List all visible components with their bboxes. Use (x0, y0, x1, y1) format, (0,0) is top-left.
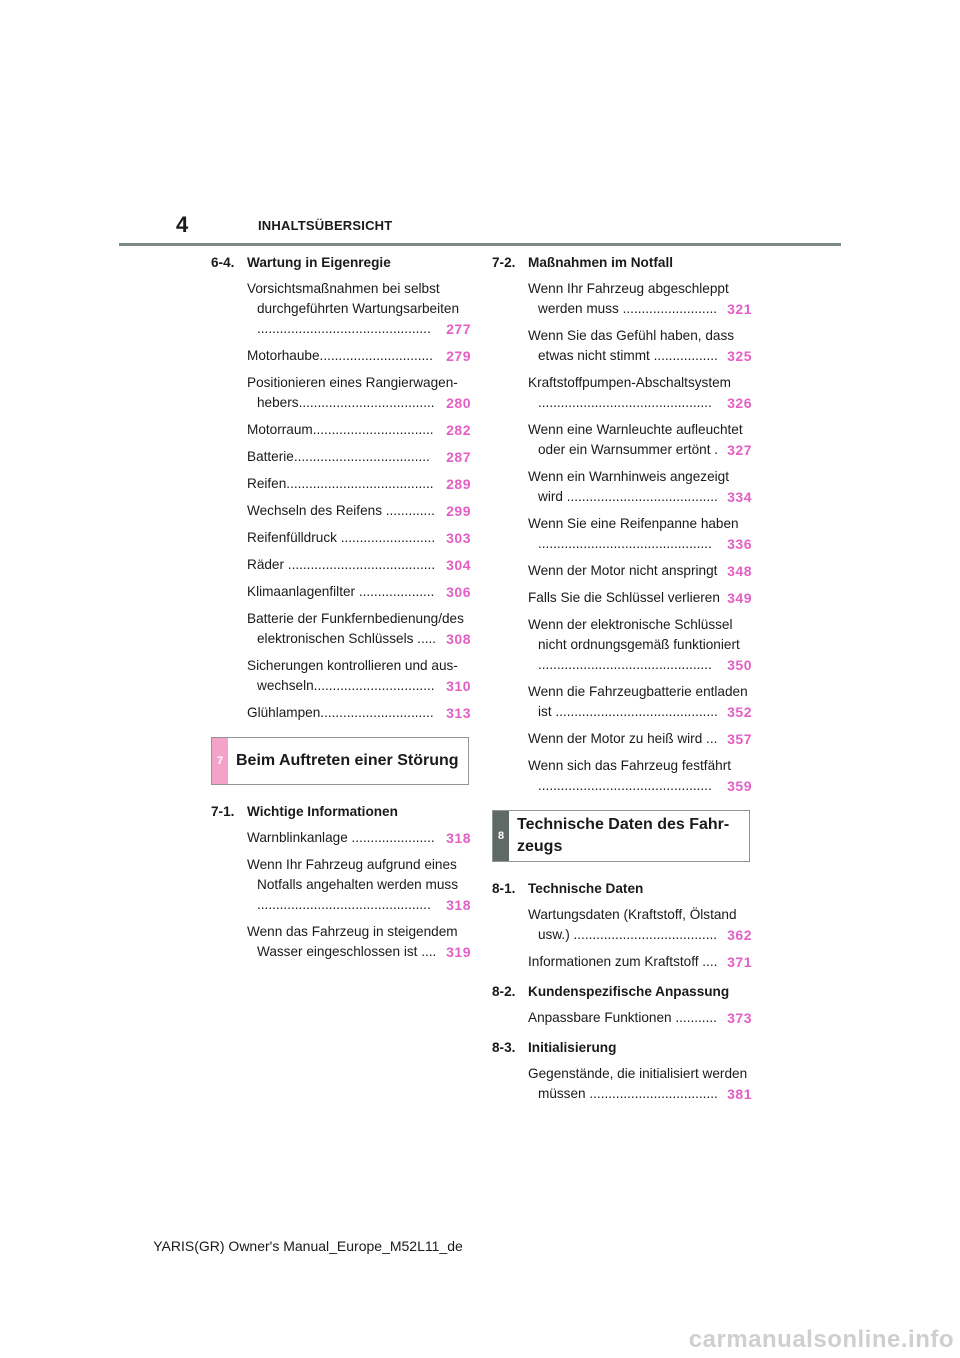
page-link[interactable]: 310 (446, 678, 471, 694)
page-link[interactable]: 326 (727, 395, 752, 411)
page-link[interactable]: 371 (727, 954, 752, 970)
toc-entry[interactable] (528, 756, 752, 796)
entry-text: Positionieren eines Rangierwagen- (247, 375, 458, 390)
page-link[interactable]: 304 (446, 557, 471, 573)
section-number: 8-2. (492, 984, 516, 999)
page-link[interactable]: 350 (727, 657, 752, 673)
entry-text: Räder ....................................... (247, 557, 436, 572)
page-link[interactable]: 357 (727, 731, 752, 747)
page-link[interactable]: 289 (446, 476, 471, 492)
section-title: Technische Daten (528, 881, 644, 896)
page-link[interactable]: 381 (727, 1086, 752, 1102)
entry-text: wird ........................................ (538, 489, 718, 504)
chapter-title-line: Technische Daten des Fahr- (517, 816, 730, 833)
toc-entry[interactable] (528, 729, 752, 749)
toc-entry[interactable] (247, 528, 471, 548)
section-title: Wartung in Eigenregie (247, 255, 391, 270)
toc-entry[interactable] (247, 501, 471, 521)
entry-text: Notfalls angehalten werden muss (257, 877, 458, 892)
toc-entry[interactable] (528, 326, 752, 366)
entry-text: Wenn Sie eine Reifenpanne haben (528, 516, 739, 531)
watermark: carmanualsonline.info (688, 1326, 954, 1353)
entry-text: Batterie.................................... (247, 449, 430, 464)
page-link[interactable]: 277 (446, 321, 471, 337)
entry-text: Wenn der Motor zu heiß wird ... (528, 731, 718, 746)
page-link[interactable]: 318 (446, 897, 471, 913)
page-link[interactable]: 334 (727, 489, 752, 505)
section-number: 8-1. (492, 881, 516, 896)
section-number: 8-3. (492, 1040, 516, 1055)
entry-text: Wenn der elektronische Schlüssel (528, 617, 733, 632)
entry-text: Reifenfülldruck ......................... (247, 530, 436, 545)
chapter-tab: 7 (212, 738, 228, 784)
entry-text: Wartungsdaten (Kraftstoff, Ölstand (528, 907, 737, 922)
entry-text: Wenn Sie das Gefühl haben, dass (528, 328, 735, 343)
entry-text: Batterie der Funkfernbedienung/des (247, 611, 464, 626)
page-link[interactable]: 321 (727, 301, 752, 317)
page-link[interactable]: 303 (446, 530, 471, 546)
entry-text: oder ein Warnsummer ertönt . (538, 442, 719, 457)
entry-text: Wenn das Fahrzeug in steigendem (247, 924, 458, 939)
chapter-7-box[interactable] (211, 737, 469, 785)
toc-entry[interactable] (528, 467, 752, 507)
entry-text: Glühlampen.............................. (247, 705, 434, 720)
entry-text: durchgeführten Wartungsarbeiten (257, 301, 460, 316)
entry-text: Wenn der Motor nicht anspringt (528, 563, 718, 578)
entry-text: Kraftstoffpumpen-Abschaltsystem (528, 375, 731, 390)
toc-entry[interactable] (528, 420, 752, 460)
entry-text: Wenn Ihr Fahrzeug abgeschleppt (528, 281, 729, 296)
entry-text: hebers.................................... (257, 395, 435, 410)
page-link[interactable]: 306 (446, 584, 471, 600)
toc-entry[interactable] (528, 279, 752, 319)
page-link[interactable]: 349 (727, 590, 752, 606)
entry-dots: .............................................. (538, 778, 712, 793)
entry-text: usw.) ...................................... (538, 927, 718, 942)
entry-text: Wenn die Fahrzeugbatterie entladen (528, 684, 748, 699)
toc-right-column (492, 254, 752, 1104)
page-link[interactable]: 348 (727, 563, 752, 579)
entry-text: Gegenstände, die initialisiert werden (528, 1066, 748, 1081)
page-link[interactable]: 308 (446, 631, 471, 647)
section-number: 6-4. (211, 255, 235, 270)
toc-entry[interactable] (247, 346, 471, 366)
entry-text: elektronischen Schlüssels ..... (257, 631, 437, 646)
toc-entry[interactable] (247, 373, 471, 413)
header-rule (119, 243, 841, 246)
toc-entry[interactable] (247, 828, 471, 848)
toc-entry[interactable] (247, 447, 471, 467)
toc-entry[interactable] (528, 588, 752, 608)
entry-text: Motorhaube.............................. (247, 348, 433, 363)
entry-dots: .............................................. (538, 657, 712, 672)
toc-entry[interactable] (247, 420, 471, 440)
entry-text: Vorsichtsmaßnahmen bei selbst (247, 281, 440, 296)
page-link[interactable]: 287 (446, 449, 471, 465)
toc-entry[interactable] (528, 561, 752, 581)
toc-entry[interactable] (247, 582, 471, 602)
entry-text: Reifen....................................... (247, 476, 434, 491)
toc-entry[interactable] (528, 373, 752, 413)
entry-text: wechseln................................ (257, 678, 435, 693)
page-link[interactable]: 280 (446, 395, 471, 411)
entry-text: nicht ordnungsgemäß funktioniert (538, 637, 740, 652)
entry-text: Wenn Ihr Fahrzeug aufgrund eines (247, 857, 457, 872)
section-number: 7-2. (492, 255, 516, 270)
toc-left-column (211, 254, 471, 962)
entry-dots: .............................................. (257, 321, 431, 336)
page-link[interactable]: 359 (727, 778, 752, 794)
entry-text: Sicherungen kontrollieren und aus- (247, 658, 458, 673)
page-link[interactable]: 327 (727, 442, 752, 458)
page-link[interactable]: 325 (727, 348, 752, 364)
entry-text: etwas nicht stimmt ................. (538, 348, 718, 363)
entry-text: müssen .................................. (538, 1086, 718, 1101)
section-heading (211, 803, 471, 821)
entry-text: Wenn sich das Fahrzeug festfährt (528, 758, 732, 773)
toc-entry[interactable] (247, 474, 471, 494)
entry-text: werden muss ......................... (538, 301, 718, 316)
section-number: 7-1. (211, 804, 235, 819)
page-link[interactable]: 313 (446, 705, 471, 721)
footer-text: YARIS(GR) Owner's Manual_Europe_M52L11_de (153, 1238, 463, 1254)
page-link[interactable]: 362 (727, 927, 752, 943)
toc-entry[interactable] (528, 905, 752, 945)
toc-entry[interactable] (247, 922, 471, 962)
entry-text: Wenn eine Warnleuchte aufleuchtet (528, 422, 743, 437)
toc-entry[interactable] (247, 656, 471, 696)
section-heading (492, 1039, 752, 1057)
page-link[interactable]: 336 (727, 536, 752, 552)
section-heading (492, 983, 752, 1001)
chapter-tab: 8 (493, 811, 509, 861)
toc-entry[interactable] (528, 615, 752, 675)
page-link[interactable]: 282 (446, 422, 471, 438)
chapter-title-line: zeugs (517, 838, 563, 855)
page-number: 4 (176, 212, 189, 237)
page-link[interactable]: 318 (446, 830, 471, 846)
entry-dots: .............................................. (257, 897, 431, 912)
page-link[interactable]: 299 (446, 503, 471, 519)
entry-text: ist ........................................... (538, 704, 718, 719)
entry-text: Wasser eingeschlossen ist .... (257, 944, 437, 959)
toc-entry[interactable] (528, 952, 752, 972)
page-link[interactable]: 279 (446, 348, 471, 364)
toc-entry[interactable] (247, 609, 471, 649)
chapter-8-box[interactable] (492, 810, 750, 862)
toc-entry[interactable] (247, 279, 471, 339)
toc-entry[interactable] (247, 703, 471, 723)
section-heading (211, 254, 471, 272)
entry-text: Anpassbare Funktionen ........... (528, 1010, 717, 1025)
toc-entry[interactable] (528, 1008, 752, 1028)
chapter-title (517, 814, 729, 858)
toc-entry[interactable] (528, 514, 752, 554)
entry-text: Wenn ein Warnhinweis angezeigt (528, 469, 729, 484)
header-title: INHALTSÜBERSICHT (258, 218, 393, 233)
section-heading (492, 254, 752, 272)
section-title: Kundenspezifische Anpassung (528, 984, 730, 999)
section-title: Initialisierung (528, 1040, 617, 1055)
toc-entry[interactable] (528, 682, 752, 722)
section-heading (492, 880, 752, 898)
entry-dots: .............................................. (538, 536, 712, 551)
chapter-title: Beim Auftreten einer Störung (236, 752, 459, 769)
section-title: Maßnahmen im Notfall (528, 255, 674, 270)
page-link[interactable]: 373 (727, 1010, 752, 1026)
entry-text: Wechseln des Reifens ............. (247, 503, 435, 518)
entry-dots: .............................................. (538, 395, 712, 410)
entry-text: Klimaanlagenfilter .................... (247, 584, 435, 599)
entry-text: Warnblinkanlage ...................... (247, 830, 435, 845)
toc-entry[interactable] (247, 555, 471, 575)
page-link[interactable]: 352 (727, 704, 752, 720)
entry-text: Informationen zum Kraftstoff .... (528, 954, 718, 969)
toc-entry[interactable] (528, 1064, 752, 1104)
toc-entry[interactable] (247, 855, 471, 915)
entry-text: Falls Sie die Schlüssel verlieren (528, 590, 720, 605)
entry-text: Motorraum................................ (247, 422, 434, 437)
page-link[interactable]: 319 (446, 944, 471, 960)
section-title: Wichtige Informationen (247, 804, 398, 819)
